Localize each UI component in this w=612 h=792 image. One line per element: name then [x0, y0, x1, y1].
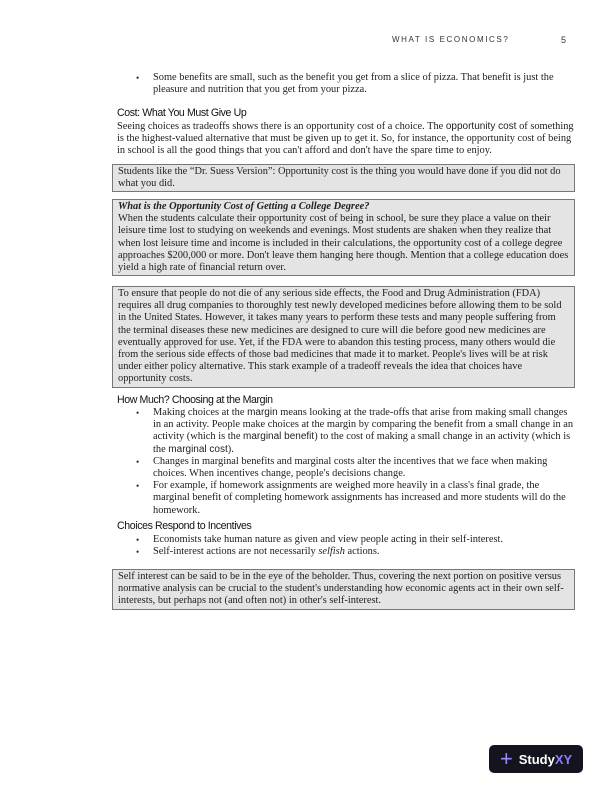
- margin-bullet-list: [117, 407, 575, 517]
- logo-study: Study: [518, 751, 555, 767]
- text: Making choices at the: [153, 407, 248, 418]
- callout-body: When the students calculate their opportunity cost of being in school, be sure they place a value on their leisure time lost to studying on weekends and evenings. Most students are shaken when they realize that when lost leisure time and income is included in their calculations, the opportunity cost of a college degree approaches $200,000 or more. Don't leave them hanging here though. Mention that a college education does yield a high rate of financial return over.: [118, 213, 569, 274]
- list-item: • Changes in marginal benefits and marginal costs alter the incentives that we face when making choices. When incentives change, people's decisions change.: [117, 456, 575, 480]
- term-marginal-benefit: marginal benefit: [243, 431, 315, 443]
- plus-icon: +: [499, 746, 513, 771]
- callout-title: What is the Opportunity Cost of Getting a College Degree?: [118, 201, 370, 212]
- list-item: [117, 546, 575, 558]
- list-item: • Some benefits are small, such as the benefit you get from a slice of pizza. That benefit is just the pleasure and nutrition that you get from your pizza.: [117, 72, 575, 96]
- callout-dr-suess: Students like the “Dr. Suess Version”: Opportunity cost is the thing you would have done if you did not do what you did.: [112, 164, 575, 192]
- callout-fda: To ensure that people do not die of any serious side effects, the Food and Drug Administration (FDA) requires all drug companies to thoroughly test newly developed medicines before allowing them to be sold in the United States. However, it takes many years to perform these tests and many people suffering from the terminal diseases these new medicines are designed to cure will die before good new medicines are eventually approved for use. Yet, if the FDA were to abandon this testing process, many others would die from the serious side effects of those bad medicines that made it to market. People's lives will be at risk under either policy alternative. This stark example of a tradeoff reveals the idea that choices have opportunity costs.: [112, 286, 575, 388]
- section-heading-margin: How Much? Choosing at the Margin: [117, 394, 273, 406]
- callout-college-degree: [112, 199, 575, 276]
- term-marginal-cost: marginal cost: [168, 443, 228, 455]
- page-number: 5: [561, 35, 567, 45]
- list-item: [117, 407, 575, 456]
- section-heading-cost: Cost: What You Must Give Up: [117, 107, 247, 119]
- emphasis-selfish: selfish: [318, 546, 345, 558]
- list-item: • Economists take human nature as given and view people acting in their self-interest.: [117, 534, 575, 546]
- text: of something is the highest-valued alternative that must be given up to get it. So, for instance, the opportunity cost of being in school is all the good things that you can't afford and don't have the spare time to enjoy.: [117, 121, 574, 157]
- logo-xy: XY: [554, 751, 573, 767]
- studyxy-logo[interactable]: [489, 745, 583, 773]
- logo-text: [519, 752, 572, 767]
- text: ) to the cost of making a small change in an activity (which is the: [153, 431, 571, 455]
- text: Self-interest actions are not necessarily: [153, 546, 319, 558]
- incentives-bullet-list: [117, 534, 575, 558]
- text: ).: [227, 443, 234, 455]
- top-bullet-list: [117, 72, 575, 96]
- section-heading-incentives: Choices Respond to Incentives: [117, 520, 252, 532]
- running-header: WHAT IS ECONOMICS?: [392, 35, 510, 44]
- callout-self-interest: Self interest can be said to be in the eye of the beholder. Thus, covering the next portion on positive versus normative analysis can be crucial to the student's understanding how economic agents act in their own self-interests, but perhaps not (and often not) in other's self-interest.: [112, 569, 575, 610]
- list-item: • For example, if homework assignments are weighed more heavily in a class's final grade, the marginal benefit of completing homework assignments has increased and more students will do the homework.: [117, 480, 575, 517]
- term-opportunity-cost: opportunity cost: [445, 121, 517, 132]
- cost-paragraph: [117, 121, 575, 158]
- term-margin: margin: [247, 407, 278, 418]
- text: Seeing choices as tradeoffs shows there is an opportunity cost of a choice. The: [117, 121, 446, 132]
- text: means looking at the trade-offs that arise from making small changes in an activity. People make choices at the margin by comparing the benefit from a small change in an activity (which is the: [153, 407, 574, 443]
- text: actions.: [344, 546, 380, 558]
